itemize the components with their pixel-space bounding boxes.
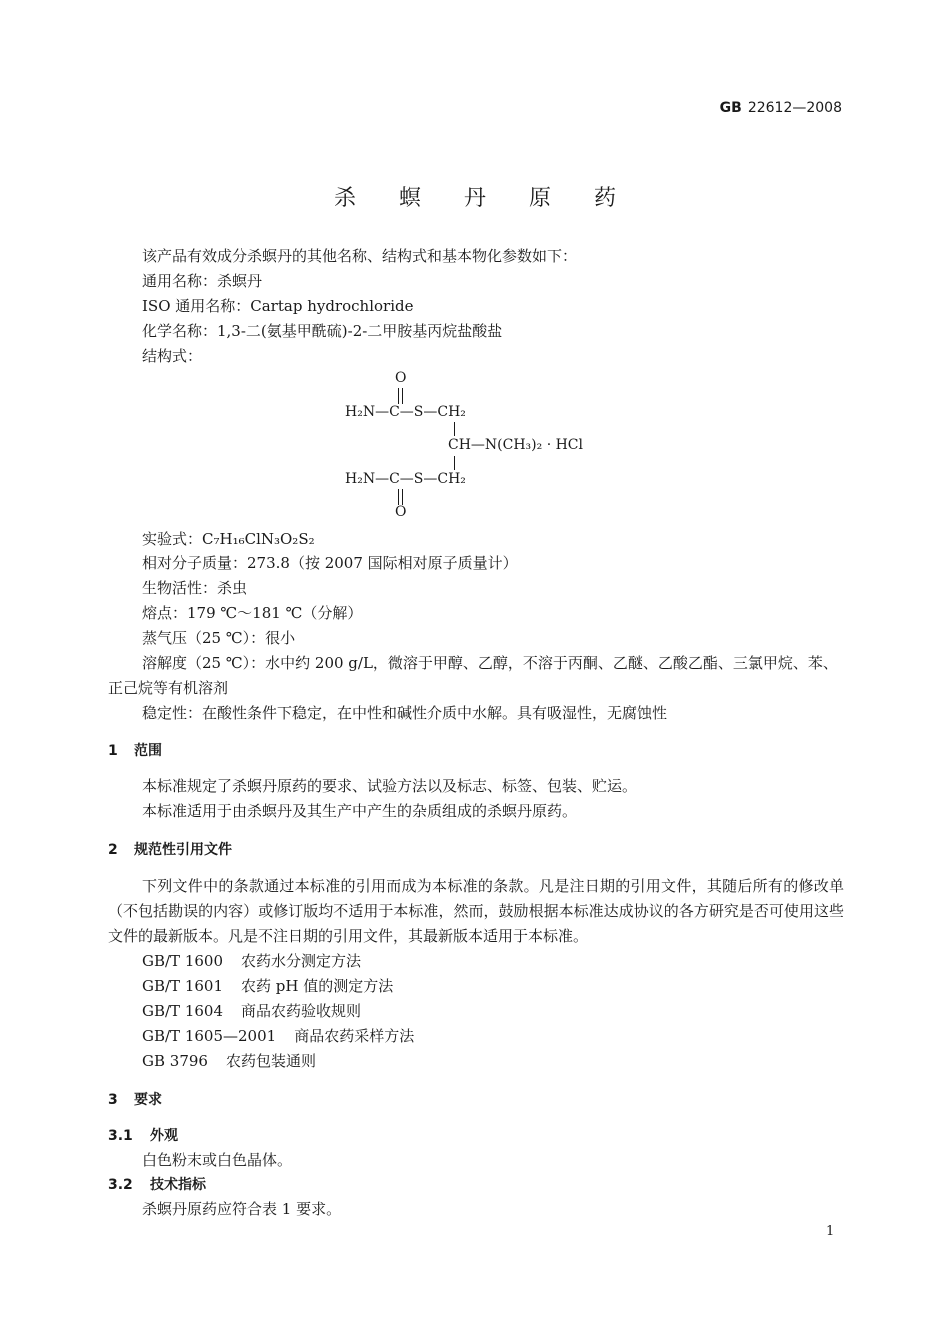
section-1-heading: 1 范围 — [108, 743, 162, 759]
structural-formula — [0, 0, 950, 530]
carbonyl-oxygen-top: O — [395, 370, 407, 386]
structure-label: 结构式： — [142, 347, 203, 365]
section-3-1-heading: 3.1 外观 — [108, 1128, 178, 1144]
chemical-name: 化学名称：1,3-二(氨基甲酰硫)-2-二甲胺基丙烷盐酸盐 — [142, 322, 503, 340]
section-1-paragraph-1: 本标准规定了杀螟丹原药的要求、试验方法以及标志、标签、包装、贮运。 — [142, 777, 638, 795]
section-3-heading: 3 要求 — [108, 1092, 162, 1108]
structure-row-2: CH—N(CH₃)₂ · HCl — [448, 437, 583, 453]
section-3-2-text: 杀螟丹原药应符合表 1 要求。 — [142, 1200, 342, 1218]
molecular-mass: 相对分子质量：273.8（按 2007 国际相对原子质量计） — [142, 554, 518, 572]
section-2-paragraph: 下列文件中的条款通过本标准的引用而成为本标准的条款。凡是注日期的引用文件，其随后所有的修改单（不包括勘误的内容）或修订版均不适用于本标准，然而，鼓励根据本标准达成协议的各方研究是否可使用这些文件的最新版本。凡是不注日期的引用文件，其最新版本适用于本标准。 — [108, 877, 844, 945]
section-1-paragraph-2: 本标准适用于由杀螟丹及其生产中产生的杂质组成的杀螟丹原药。 — [142, 802, 578, 820]
reference-item: GB/T 1605—2001 商品农药采样方法 — [142, 1027, 415, 1045]
structure-row-1: H₂N—C—S—CH₂ — [345, 404, 466, 420]
common-name: 通用名称：杀螟丹 — [142, 272, 263, 290]
section-3-1-text: 白色粉末或白色晶体。 — [142, 1151, 293, 1169]
melting-point: 熔点：179 ℃～181 ℃（分解） — [142, 604, 363, 622]
section-2-heading: 2 规范性引用文件 — [108, 842, 232, 858]
document-title: 杀 螟 丹 原 药 — [334, 186, 634, 211]
bioactivity: 生物活性：杀虫 — [142, 579, 248, 597]
double-bond-bottom — [398, 489, 403, 505]
standard-number-header: GB 22612—2008 — [719, 100, 842, 116]
reference-item: GB 3796 农药包装通则 — [142, 1052, 316, 1070]
bond-bottom — [454, 456, 455, 470]
section-3-2-heading: 3.2 技术指标 — [108, 1177, 206, 1193]
intro-lead: 该产品有效成分杀螟丹的其他名称、结构式和基本物化参数如下： — [142, 247, 578, 265]
reference-item: GB/T 1604 商品农药验收规则 — [142, 1002, 362, 1020]
double-bond-top — [398, 388, 403, 404]
bond-top — [454, 422, 455, 436]
page-number: 1 — [826, 1224, 835, 1239]
solubility: 溶解度（25 ℃）：水中约 200 g/L，微溶于甲醇、乙醇，不溶于丙酮、乙醚、乙酸乙酯、三氯甲烷、苯、正己烷等有机溶剂 — [108, 654, 838, 697]
vapor-pressure: 蒸气压（25 ℃）：很小 — [142, 629, 296, 647]
structure-row-3: H₂N—C—S—CH₂ — [345, 471, 466, 487]
reference-item: GB/T 1600 农药水分测定方法 — [142, 952, 362, 970]
iso-name: ISO 通用名称：Cartap hydrochloride — [142, 297, 414, 315]
stability: 稳定性：在酸性条件下稳定，在中性和碱性介质中水解。具有吸湿性，无腐蚀性 — [142, 704, 668, 722]
reference-item: GB/T 1601 农药 pH 值的测定方法 — [142, 977, 394, 995]
empirical-formula: 实验式：C₇H₁₆ClN₃O₂S₂ — [142, 530, 315, 548]
carbonyl-oxygen-bottom: O — [395, 504, 407, 520]
